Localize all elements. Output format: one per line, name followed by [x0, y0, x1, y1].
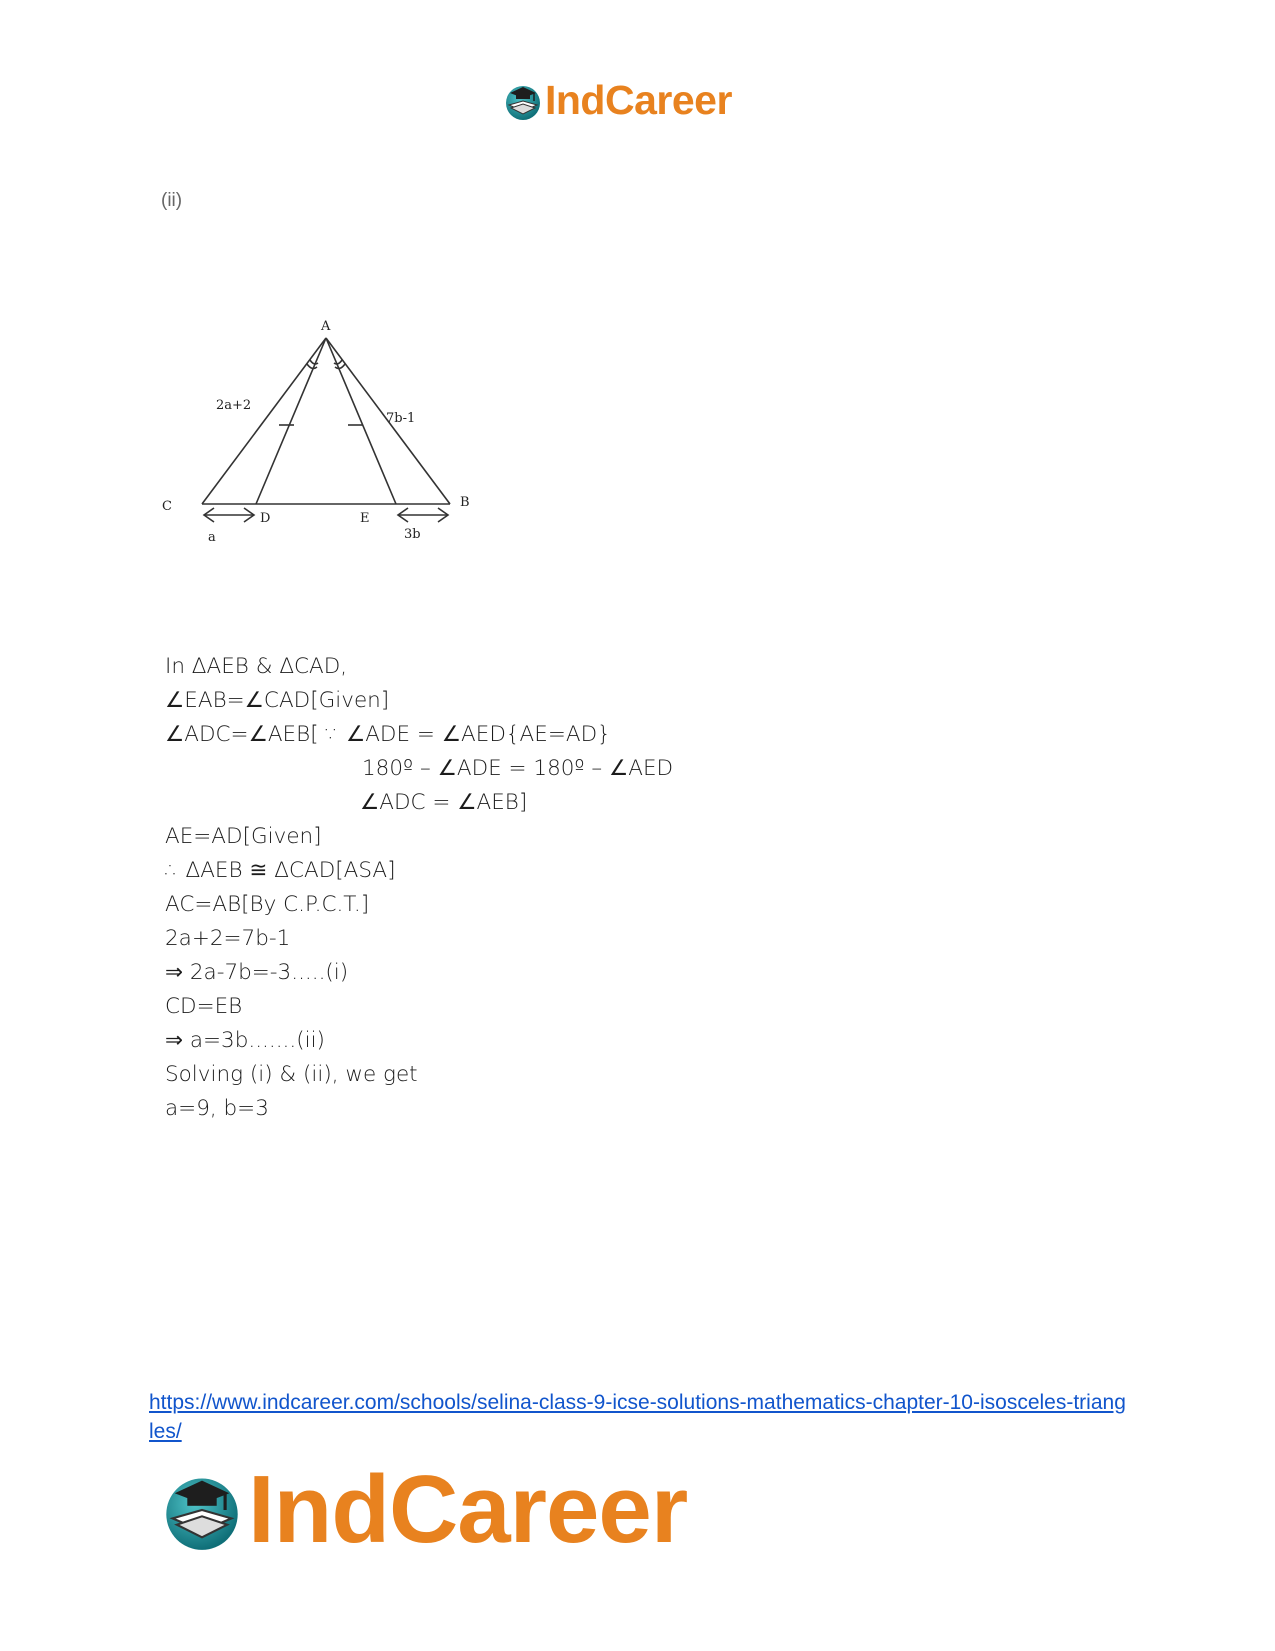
graduation-cap-book-globe-icon: [160, 1468, 244, 1552]
label-ac: 2a+2: [216, 398, 252, 413]
part-label: (ii): [161, 190, 183, 211]
vertex-b: B: [460, 495, 470, 510]
footer-logo-text: IndCareer: [248, 1456, 688, 1563]
solution-line: 180º – ∠ADE = 180º – ∠AED: [362, 756, 674, 781]
segment-ad: [256, 338, 326, 504]
solution-line: In ΔAEB & ΔCAD,: [165, 654, 348, 679]
vertex-a: A: [321, 319, 331, 334]
solution-line: ∠ADC = ∠AEB]: [360, 790, 528, 815]
solution-line: AE=AD[Given]: [165, 824, 322, 849]
graduation-cap-book-globe-icon: [503, 81, 543, 121]
label-cd: a: [208, 530, 216, 545]
solution-line: 2a+2=7b-1: [165, 926, 291, 951]
solution-steps: [165, 650, 673, 1126]
header-logo-text: IndCareer: [545, 77, 732, 123]
solution-line: ⇒ a=3b.......(ii): [165, 1028, 325, 1053]
label-ab: 7b-1: [386, 411, 416, 426]
side-ac: [202, 338, 326, 504]
solution-line: ⇒ 2a-7b=-3.....(i): [165, 960, 349, 985]
solution-line: ∠EAB=∠CAD[Given]: [165, 688, 390, 713]
source-url-link[interactable]: https://www.indcareer.com/schools/selina-class-9-icse-solutions-mathematics-chapter-10-isosceles-triangles/: [149, 1391, 1126, 1443]
label-eb: 3b: [404, 527, 421, 542]
header-logo: [503, 77, 732, 123]
solution-line: a=9, b=3: [165, 1096, 269, 1121]
isosceles-triangle-figure: [150, 308, 490, 558]
vertex-c: C: [162, 499, 172, 514]
vertex-d: D: [260, 511, 271, 526]
solution-line: AC=AB[By C.P.C.T.]: [165, 892, 370, 917]
footer-logo: [160, 1456, 688, 1563]
solution-line: ∠ADC=∠AEB[ ∵ ∠ADE = ∠AED{AE=AD}: [165, 722, 611, 747]
solution-line: Solving (i) & (ii), we get: [165, 1062, 418, 1087]
solution-line: ∴ ΔAEB ≅ ΔCAD[ASA]: [165, 858, 396, 883]
solution-line: CD=EB: [165, 994, 243, 1019]
vertex-e: E: [360, 511, 370, 526]
